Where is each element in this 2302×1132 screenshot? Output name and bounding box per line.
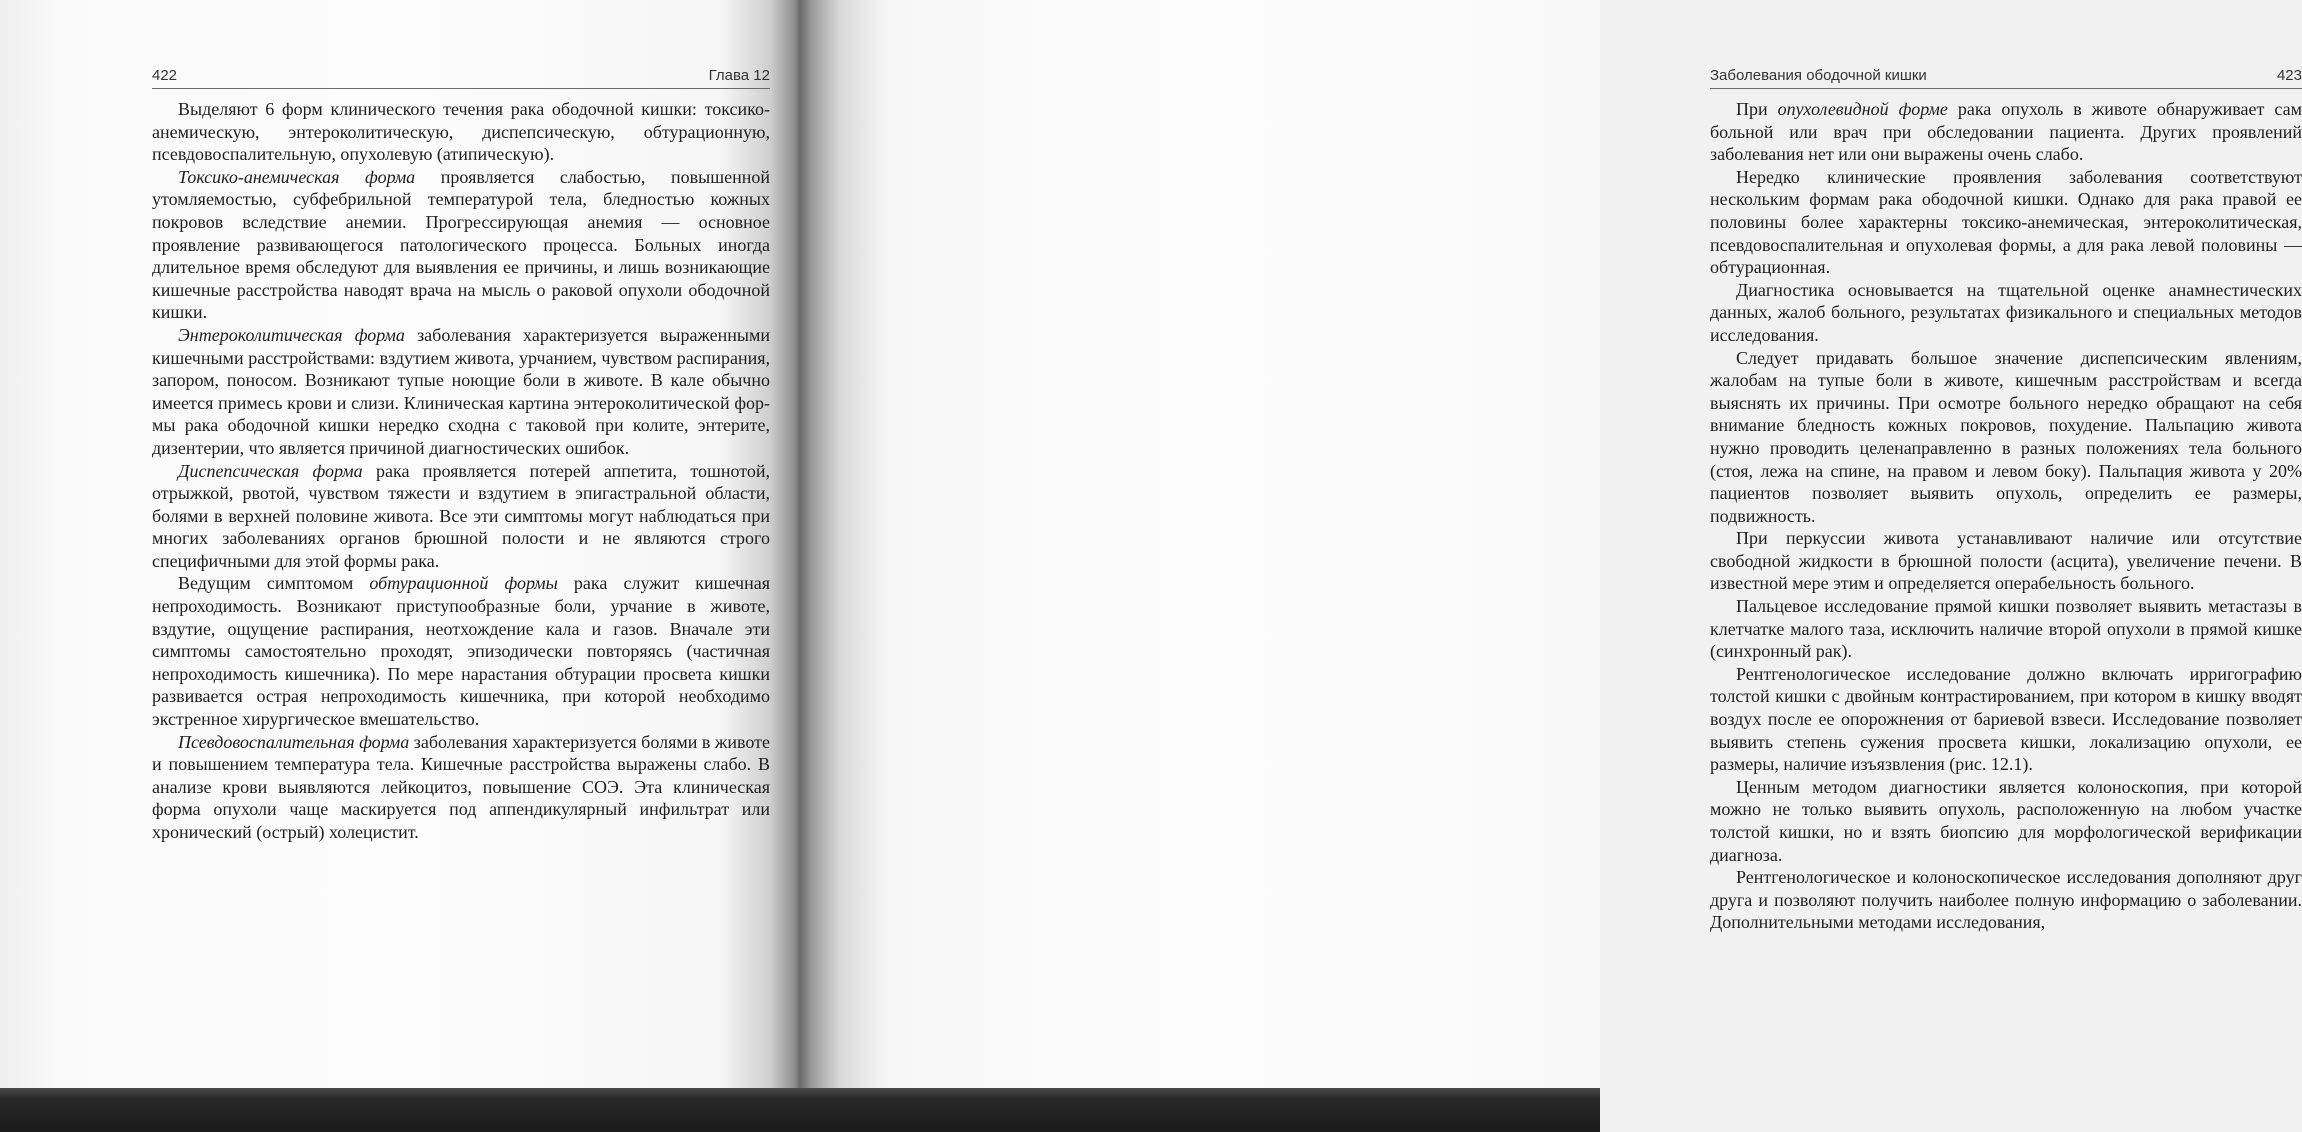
paragraph: Энтероколитическая форма заболевания характеризуется выраженными кишечными расстройствами: вздутием живота, урчанием, чувством распирания, запором, поносом. Возникают тупые ноющие боли в животе. В кале обычно имеется примесь крови и слизи. Клиническая картина энтероколитической формы рака ободочной кишки нередко сходна с таковой при колите, энтерите, дизентерии, что является причиной диагностических ошибок.	[152, 324, 770, 458]
scanner-bottom-edge	[0, 1088, 1600, 1132]
term-italic: Диспепсическая форма	[178, 460, 363, 481]
right-page-body	[1710, 98, 2302, 934]
term-italic: Псевдовоспалительная форма	[178, 731, 410, 752]
term-italic: обтурационной формы	[369, 573, 558, 594]
paragraph: Рентгенологическое исследование должно включать ирригографию толстой кишки с двойным контрастированием, при котором в кишку вводят воздух после ее опорожнения от бариевой взвеси. Исследование позволяет выявить степень сужения просвета кишки, локализацию опухоли, ее размеры, наличие изъязвления (рис. 12.1).	[1710, 663, 2302, 775]
left-page-number: 422	[152, 67, 178, 84]
paragraph: Токсико-анемическая форма проявляется слабостью, повышенной утомляемостью, субфебрильной температурой тела, бледностью кожных покровов вследствие анемии. Прогрессирующая анемия — основное проявление развивающегося патологического процесса. Больных иногда длительное время обследуют для выявления ее причины, и лишь возникающие кишечные расстройства наводят врача на мысль о раковой опухоли ободочной кишки.	[152, 166, 770, 323]
right-page-number: 423	[2276, 67, 2302, 84]
term-italic: Энтероколитическая форма	[178, 324, 405, 345]
paragraph: Пальцевое исследование прямой кишки позволяет выявить метастазы в клетчатке малого таза, исключить наличие второй опухоли в прямой кишке (синхронный рак).	[1710, 596, 2302, 662]
term-italic: опухолевидной форме	[1777, 99, 1948, 119]
paragraph: Диспепсическая форма рака проявляется потерей аппетита, тошнотой, отрыжкой, рвотой, чувством тяжести и вздутием в эпигастральной области, болями в верхней половине живота. Все эти симптомы могут наблюдаться при многих заболеваниях органов брюшной полости и не являются строго специфичными для этой формы рака.	[152, 460, 770, 571]
paragraph: Нередко клинические проявления заболевания соответствуют нескольким формам рака ободочной кишки. Однако для рака правой ее половины более характерны токсико-анемическая, энтероколитическая, псевдовоспалительная и опухолевая формы, а для рака левой половины — обтурационная.	[1710, 166, 2302, 278]
left-page-body	[152, 98, 770, 844]
left-running-title: Глава 12	[708, 67, 770, 84]
paragraph: При перкуссии живота устанавливают наличие или отсутствие свободной жидкости в брюшной полости (асцита), увеличение печени. В известной мере этим и определяется операбельность больного.	[1710, 528, 2302, 594]
paragraph: Диагностика основывается на тщательной оценке анамнестических данных, жалоб больного, результатах физикального и специальных методов исследования.	[1710, 279, 2302, 345]
paragraph: При опухолевидной форме рака опухоль в животе обнаруживает сам больной или врач при обследовании пациента. Других проявлений заболевания нет или они выражены очень слабо.	[1710, 99, 2302, 165]
right-running-header	[1710, 64, 2302, 89]
paragraph: Псевдовоспалительная форма заболевания характеризуется болями в животе и повышением температура тела. Кишечные расстройства выражены слабо. В анализе крови выявляются лейкоцитоз, повышение СОЭ. Эта клиническая форма опухоли чаще маскируется под аппендикулярный инфильтрат или хронический (острый) холецистит.	[152, 731, 770, 842]
left-running-header	[152, 64, 770, 89]
paragraph: Рентгенологическое и колоноскопическое исследования дополняют друг друга и позволяют получить наиболее полную информацию о заболевании. Дополнительными методами исследования,	[1710, 867, 2302, 933]
term-italic: Токсико-анемическая форма	[178, 166, 416, 187]
paragraph: Следует придавать большое значение диспепсическим явлениям, жалобам на тупые боли в животе, кишечным расстройствам и всегда выяснять их причины. При осмотре больного нередко обращают на себя внимание бледность кожных покровов, похудение. Пальпацию живота нужно проводить целенаправленно в разных положениях тела больного (стоя, лежа на спине, на правом и левом боку). Пальпация живота у 20% пациентов позволяет выявить опухоль, определить ее размеры, подвижность.	[1710, 347, 2302, 526]
right-page	[800, 0, 2302, 1088]
right-running-title: Заболевания ободочной кишки	[1710, 67, 1927, 84]
paragraph: Ценным методом диагностики является колоноскопия, при которой можно не только выявить опухоль, расположенную на любом участке толстой кишки, но и взять биопсию для морфологической верификации диагноза.	[1710, 776, 2302, 865]
paragraph: Ведущим симптомом обтурационной формы рака служит кишечная непроходимость. Возникают приступообразные боли, урчание в животе, вздутие, ощущение распирания, неотхождение кала и газов. Вначале эти симптомы самостоятельно проходят, эпизодически повторяясь (частичная непроходимость кишечника). По мере нарастания обтурации просвета кишки развивается острая непроходимость кишечника, при которой необходимо экстренное хирургическое вмешательство.	[152, 573, 770, 730]
left-page	[0, 0, 800, 1088]
paragraph: Выделяют 6 форм клинического течения рака ободочной кишки: токсико-анемическую, энтероколитическую, диспепсическую, обтурационную, псевдовоспалительную, опухолевую (атипическую).	[152, 99, 770, 165]
